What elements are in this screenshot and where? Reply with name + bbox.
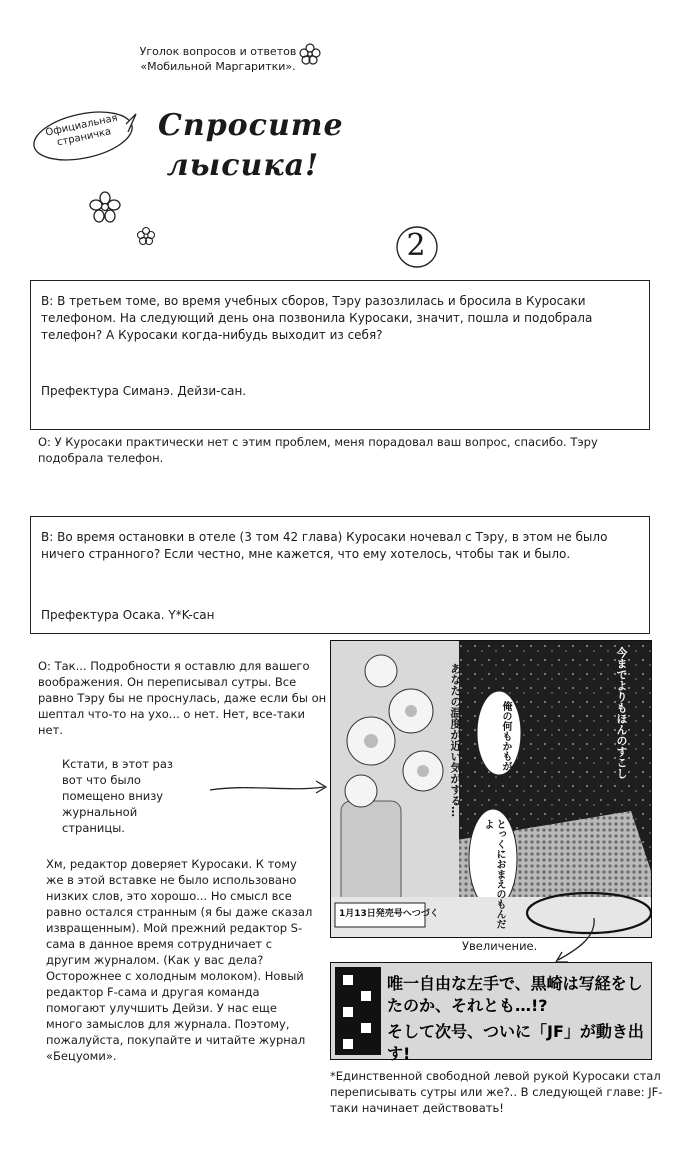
aside-note: Кстати, в этот раз вот что было помещено внизу журнальной страницы.	[62, 757, 174, 835]
manga-vertical-text-1: 今までよりもほんのすこし	[615, 647, 628, 779]
question-1-text: В: В третьем томе, во время учебных сборов, Тэру разозлилась и бросила в Куросаки телефоном. На следующий день она позвонила Куросаки, значит, пошла и подобрала телефон? А Куросаки когда-нибудь выходит из себя?	[41, 294, 593, 342]
manga-speech-bubble-2: とっくにおまえのもんだよ	[482, 819, 505, 929]
question-1-signature: Префектура Симанэ. Дейзи-сан.	[41, 384, 247, 398]
manga-vertical-text-2: あなたの温度が近い気がする…	[449, 663, 462, 817]
answer-1-text: О: У Куросаки практически нет с этим проблем, меня порадовал ваш вопрос, спасибо. Тэру подобрала телефон.	[38, 435, 598, 465]
manga-bottom-tag: 1月13日発売号へつづく	[339, 909, 439, 919]
manga-speech-bubble-1: 俺の何もかもが	[500, 701, 511, 771]
question-2-signature: Префектура Осака. Y*K-сан	[41, 608, 215, 622]
zoom-label: Увеличение.	[462, 939, 538, 953]
page-title: Спросите лысика!	[158, 108, 344, 183]
page-number: 2	[406, 228, 426, 263]
flower-icon	[88, 190, 122, 224]
manga-panel	[330, 640, 652, 938]
question-box-2	[30, 516, 650, 634]
question-2-text: В: Во время остановки в отеле (3 том 42 глава) Куросаки ночевал с Тэру, в этом не было ничего странного? Если честно, мне кажется, что ему хотелось, чтобы так и было.	[41, 530, 608, 561]
corner-title: Уголок вопросов и ответов «Мобильной Маргаритки».	[139, 45, 297, 73]
arrow-icon	[208, 776, 332, 800]
question-box-1	[30, 280, 650, 430]
answer-2-text: О: Так... Подробности я оставлю для вашего воображения. Он переписывал сутры. Все равно Тэру бы не проснулась, даже если бы он шептал что-то на ухо... о нет. Нет, все-таки нет.	[38, 659, 327, 737]
pattern-strip-icon	[335, 963, 385, 1059]
zoomed-caption	[330, 962, 652, 1063]
flower-icon	[298, 42, 322, 66]
arrow-icon	[540, 916, 600, 968]
zoom-caption-line-2: そして次号、ついに「JF」が動き出す!	[387, 1022, 644, 1063]
footnote: *Единственной свободной левой рукой Куросаки стал переписывать сутры или же?.. В следующей главе: JF-таки начинает действовать!	[330, 1069, 663, 1115]
editor-text: Хм, редактор доверяет Куросаки. К тому же в этой вставке не было использовано низких слов, это хорошо... Но смысл все равно остался странным (я бы даже сказал извращенным). Мой прежний редактор S-сама в данное время сотрудничает с другим журналом. (Как у вас дела? Осторожнее с холодным молоком). Новый редактор F-сама и другая команда помогают улучшить Дейзи. У нас еще много замыслов для журнала. Поэтому, пожалуйста, покупайте и читайте журнал «Бецуоми».	[46, 857, 313, 1063]
official-page-label: Официальная страничка	[44, 112, 119, 149]
flower-icon	[136, 226, 156, 246]
zoom-caption-line-1: 唯一自由な左手で、黒崎は写経をしたのか、それとも…!?	[387, 974, 643, 1015]
